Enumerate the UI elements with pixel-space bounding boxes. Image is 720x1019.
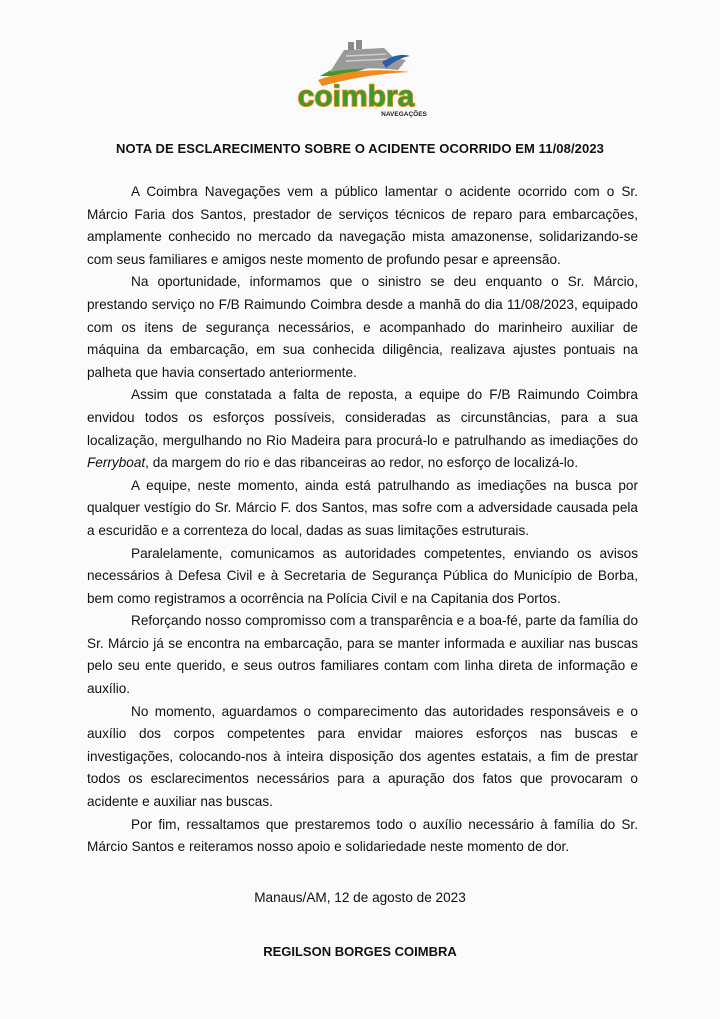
paragraph: A equipe, neste momento, ainda está patrulhando as imediações na busca por qualquer vestígio do Sr. Márcio F. dos Santos, mas sofre com a adversidade causada pela a escuridão e a correnteza do local, dadas as suas limitações estruturais. [87, 477, 638, 538]
paragraph: No momento, aguardamos o comparecimento das autoridades responsáveis e o auxílio dos corpos competentes para envidar maiores esforços nas buscas e investigações, colocando-nos à inteira disposição dos agentes estatais, a fim de prestar todos os esclarecimentos necessários para a apuração dos fatos que provocaram o acidente e auxiliar nas buscas. [87, 703, 638, 810]
document-title: NOTA DE ESCLARECIMENTO SOBRE O ACIDENTE OCORRIDO EM 11/08/2023 [115, 141, 604, 156]
coimbra-logo-icon [286, 36, 436, 120]
company-logo [286, 36, 436, 120]
paragraph: Paralelamente, comunicamos as autoridades competentes, enviando os avisos necessários à Defesa Civil e à Secretaria de Segurança Pública do Município de Borba, bem como registramos a ocorrência na Polícia Civil e na Capitania dos Portos. [87, 545, 638, 606]
document-body [87, 181, 638, 859]
paragraph: A Coimbra Navegações vem a público lamentar o acidente ocorrido com o Sr. Márcio Faria dos Santos, prestador de serviços técnicos de reparo para embarcações, amplamente conhecido no mercado da navegação mista amazonense, solidarizando-se com seus familiares e amigos neste momento de profundo pesar e apreensão. [87, 184, 638, 267]
signature-name: REGILSON BORGES COIMBRA [263, 944, 457, 959]
paragraph: Na oportunidade, informamos que o sinistro se deu enquanto o Sr. Márcio, prestando serviço no F/B Raimundo Coimbra desde a manhã do dia 11/08/2023, equipado com os itens de segurança necessários, e acompanhado do marinheiro auxiliar de máquina da embarcação, em sua conhecida diligência, realizava ajustes pontuais na palheta que havia consertado anteriormente. [87, 274, 638, 380]
svg-text:NAVEGAÇÕES: NAVEGAÇÕES [381, 111, 427, 118]
paragraph: Assim que constatada a falta de reposta, a equipe do F/B Raimundo Coimbra envidou todos os esforços possíveis, consideradas as circunstâncias, para a sua localização, mergulhando no Rio Madeira para procurá-lo e patrulhando as imediações do Ferryboat, da margem do rio e das ribanceiras ao redor, no esforço de localizá-lo. [87, 387, 638, 471]
svg-text:coimbra: coimbra [297, 80, 415, 113]
paragraph: Por fim, ressaltamos que prestaremos todo o auxílio necessário à família do Sr. Márcio Santos e reiteramos nosso apoio e solidariedade neste momento de dor. [87, 816, 638, 855]
paragraph: Reforçando nosso compromisso com a transparência e a boa-fé, parte da família do Sr. Márcio já se encontra na embarcação, para se manter informada e auxiliar nas buscas pelo seu ente querido, e seus outros familiares contam com linha direta de informação e auxílio. [87, 613, 639, 697]
document-date: Manaus/AM, 12 de agosto de 2023 [254, 890, 466, 905]
